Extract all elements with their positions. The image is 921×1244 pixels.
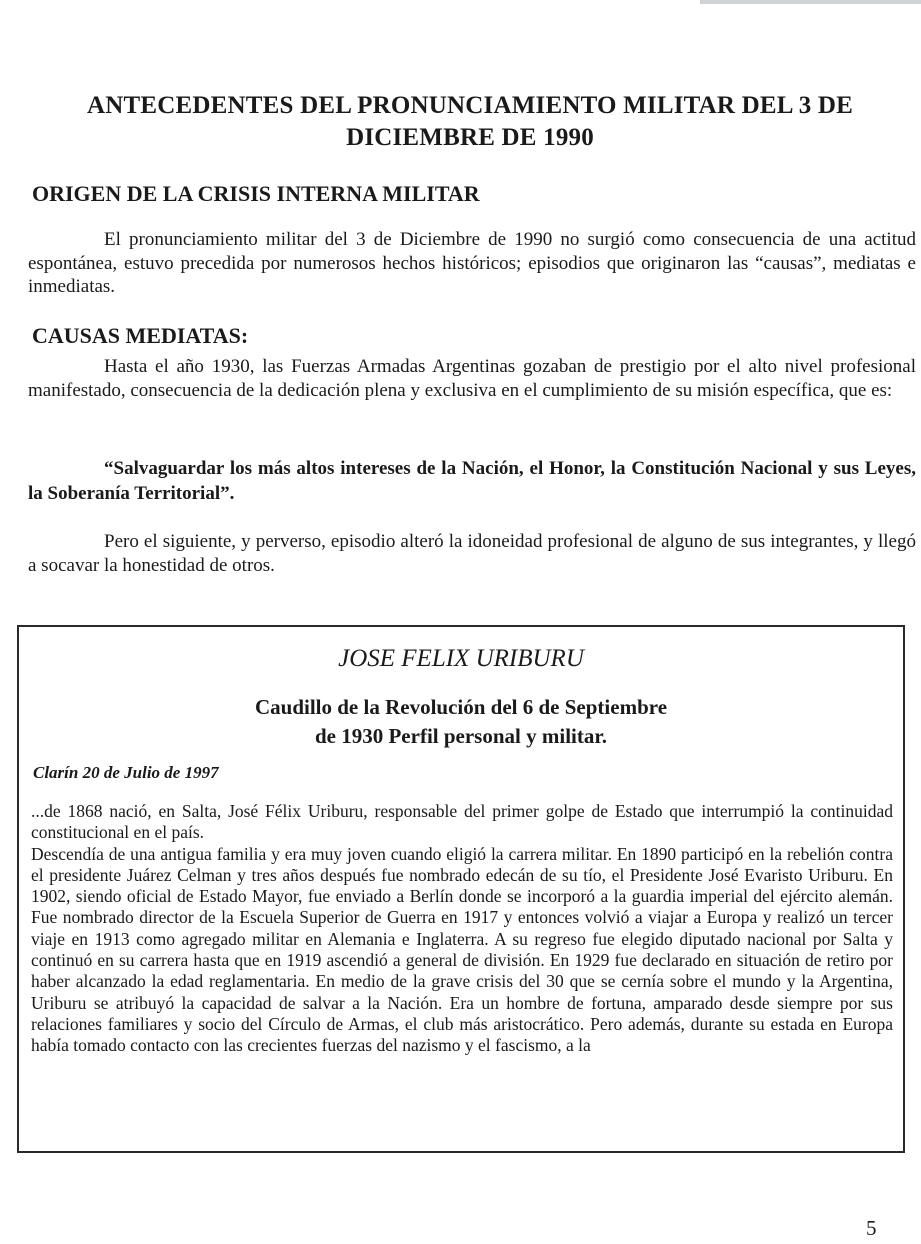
section-heading-causas: CAUSAS MEDIATAS:: [32, 323, 249, 348]
box-subtitle-line2: de 1930 Perfil personal y militar.: [314, 724, 608, 748]
paragraph-episodio: [28, 530, 916, 577]
box-subtitle-line1: Caudillo de la Revolución del 6 de Septiembre: [254, 695, 668, 719]
paragraph-causas-text: Hasta el año 1930, las Fuerzas Armadas Argentinas gozaban de prestigio por el alto nivel profesional manifestado, consecuencia de la dedicación plena y exclusiva en el cumplimiento de su misión específica, que es:: [28, 356, 916, 401]
box-subtitle: [19, 693, 903, 751]
paragraph-origen-text: El pronunciamiento militar del 3 de Diciembre de 1990 no surgió como consecuencia de una actitud espontánea, estuvo precedida por numerosos hechos históricos; episodios que originaron las “causas”, mediatas e inmediatas.: [28, 229, 916, 297]
page-number: 5: [866, 1216, 877, 1240]
mission-quote-text: “Salvaguardar los más altos intereses de la Nación, el Honor, la Constitución Nacional y sus Leyes, la Soberanía Territorial”.: [28, 458, 916, 504]
paragraph-episodio-text: Pero el siguiente, y perverso, episodio alteró la idoneidad profesional de alguno de sus integrantes, y llegó a socavar la honestidad de otros.: [28, 531, 916, 576]
paragraph-origen: [28, 228, 916, 299]
mission-quote: [28, 456, 916, 506]
scan-edge: [700, 0, 921, 4]
box-title: JOSE FELIX URIBURU: [338, 645, 584, 672]
uriburu-profile-box: [17, 625, 905, 1153]
box-paragraph-2: Descendía de una antigua familia y era muy joven cuando eligió la carrera militar. En 1890 participó en la rebelión contra el presidente Juárez Celman y tres años después fue nombrado edecán de su tío, el Presidente José Evaristo Uriburu. En 1902, siendo oficial de Estado Mayor, fue enviado a Berlín donde se incorporó a la guardia imperial del ejército alemán. Fue nombrado director de la Escuela Superior de Guerra en 1917 y entonces volvió a viajar a Europa y realizó un tercer viaje en 1913 como agregado militar en Alemania e Inglaterra. A su regreso fue elegido diputado nacional por Salta y continuó en su carrera hasta que en 1919 ascendió a general de división. En 1929 fue declarado en situación de retiro por haber alcanzado la edad reglamentaria. En medio de la grave crisis del 30 que se cernía sobre el mundo y la Argentina, Uriburu se atribuyó la capacidad de salvar a la Nación. Era un hombre de fortuna, amparado desde siempre por sus relaciones familiares y socio del Círculo de Armas, el club más aristocrático. Pero además, durante su estada en Europa había tomado contacto con las crecientes fuerzas del nazismo y el fascismo, a la: [31, 843, 893, 1056]
box-source: Clarín 20 de Julio de 1997: [33, 763, 219, 782]
box-paragraph-1: ...de 1868 nació, en Salta, José Félix Uriburu, responsable del primer golpe de Estado que interrumpió la continuidad constitucional en el país.: [31, 801, 893, 843]
section-heading-origen: ORIGEN DE LA CRISIS INTERNA MILITAR: [32, 181, 480, 206]
paragraph-causas: [28, 355, 916, 402]
page-title: ANTECEDENTES DEL PRONUNCIAMIENTO MILITAR DEL 3 DE DICIEMBRE DE 1990: [87, 92, 853, 151]
box-body: [31, 801, 893, 1057]
